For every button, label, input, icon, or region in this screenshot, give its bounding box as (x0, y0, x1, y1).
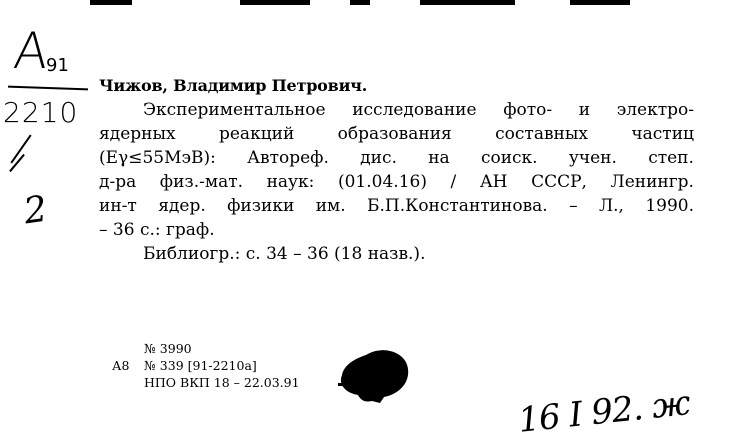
word: частиц (631, 124, 694, 144)
word: реакций (218, 124, 295, 144)
registration-notes (112, 340, 300, 391)
handwritten-call-number: 2210 (3, 96, 79, 129)
word: ин-т (99, 196, 137, 216)
title-line-1 (99, 98, 694, 122)
institution-line (99, 194, 694, 218)
word: ядерных (99, 124, 176, 144)
bibliography-note: Библиогр.: с. 34 – 36 (18 назв.). (143, 244, 426, 264)
word: 1990. (645, 196, 694, 216)
word: электро- (616, 100, 694, 120)
handwritten-underline (8, 86, 88, 91)
handwritten-call-mark: А (10, 22, 50, 80)
a8-label: А8 (112, 358, 130, 373)
word: физики (227, 196, 295, 216)
word: степ. (648, 148, 694, 168)
word: учен. (568, 148, 617, 168)
word: ядер. (158, 196, 206, 216)
word: АН (479, 172, 508, 192)
word: исследование (352, 100, 477, 120)
word: СССР, (531, 172, 587, 192)
word: на (428, 148, 450, 168)
word: Б.П.Константинова. (367, 196, 548, 216)
word: (Еγ≤55МэВ): (99, 148, 216, 168)
printer-imprint: НПО ВКП 18 – 22.03.91 (144, 375, 300, 390)
word: д-ра (99, 172, 137, 192)
word: Л., (598, 196, 624, 216)
word: (01.04.16) (337, 172, 427, 192)
word: Автореф. (247, 148, 329, 168)
ink-blot-stamp (336, 345, 410, 407)
word: физ.-мат. (159, 172, 244, 192)
degree-line (99, 170, 694, 194)
registration-number: № 3990 (144, 341, 192, 356)
handwritten-call-mark-superscript: 91 (46, 55, 69, 76)
word: фото- (503, 100, 553, 120)
a8-number: № 339 [91-2210а] (144, 358, 257, 373)
word: и (578, 100, 591, 120)
pagination-line: – 36 с.: граф. (99, 220, 215, 240)
top-edge-marks (90, 0, 650, 6)
word: / (450, 172, 457, 192)
author-heading: Чижов, Владимир Петрович. (99, 76, 368, 95)
word: Экспериментальное (143, 100, 326, 120)
a8-record (112, 357, 300, 374)
word: дис. (360, 148, 397, 168)
title-line-3 (99, 146, 694, 170)
word: – (569, 196, 578, 216)
title-line-2 (99, 122, 694, 146)
handwritten-copy-mark: 2 (21, 188, 50, 233)
bibliographic-entry (99, 72, 694, 266)
handwritten-date-signature: 16 I 92. ж (516, 383, 692, 441)
word: Ленингр. (610, 172, 694, 192)
word: им. (315, 196, 346, 216)
word: наук: (266, 172, 315, 192)
word: соиск. (480, 148, 538, 168)
word: образования (337, 124, 452, 144)
word: составных (495, 124, 588, 144)
